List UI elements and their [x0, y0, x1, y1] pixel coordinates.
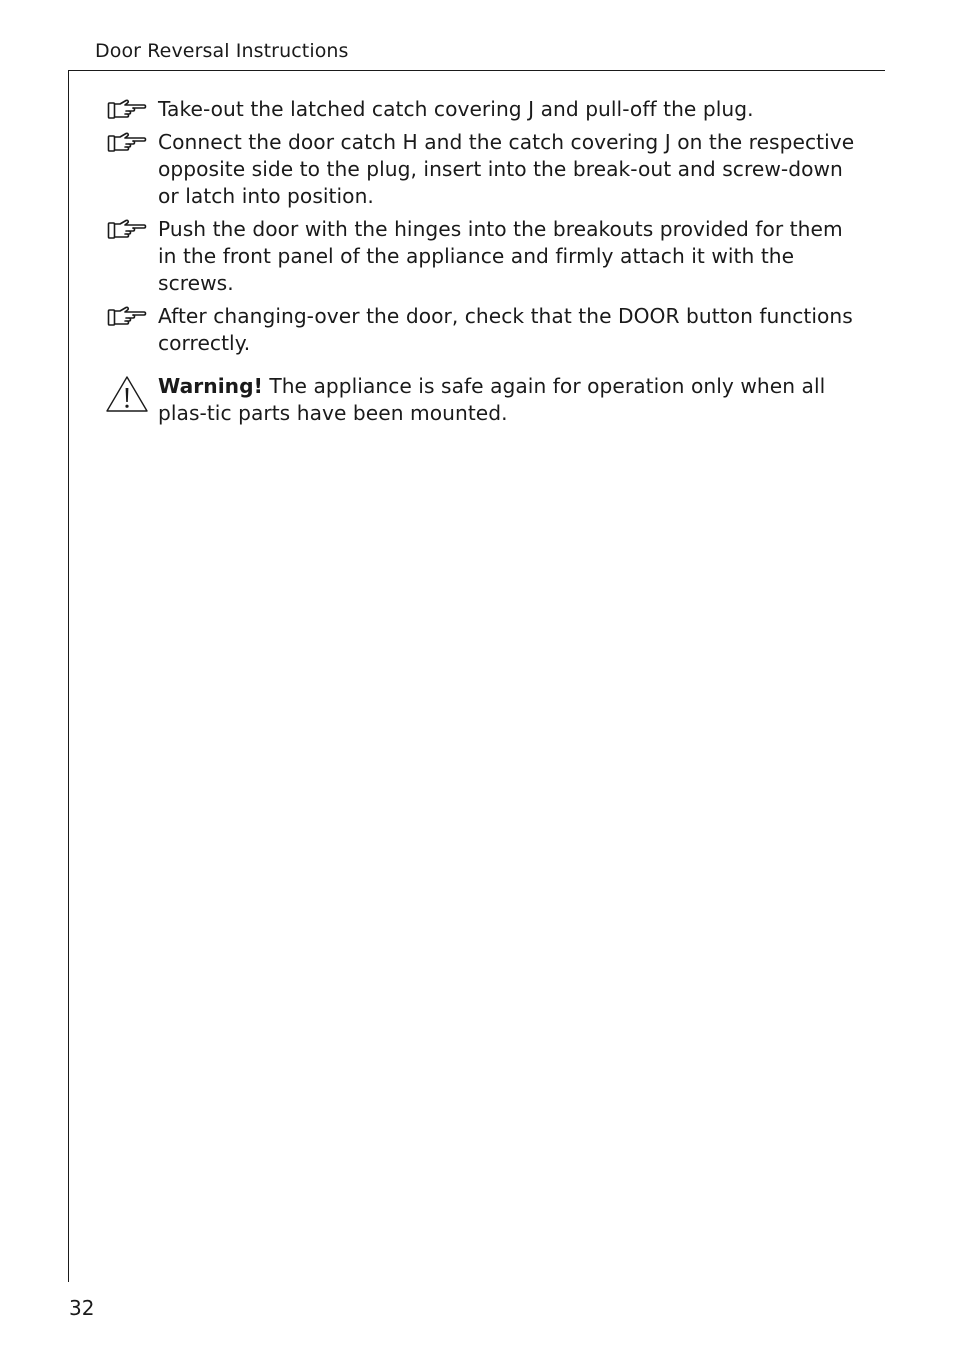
pointing-hand-icon: [107, 306, 147, 328]
step-text: Push the door with the hinges into the breakouts provided for them in the front panel of the appliance and firmly attach it with the screws.: [158, 217, 843, 295]
pointing-hand-icon: [107, 132, 147, 154]
instruction-step: [105, 129, 865, 210]
pointing-hand-icon: [107, 219, 147, 241]
instruction-step: [105, 96, 865, 123]
page-number: 32: [69, 1296, 95, 1320]
instructions-body: [105, 96, 865, 427]
warning-text: The appliance is safe again for operation only when all plas-tic parts have been mounted.: [158, 374, 826, 425]
pointing-hand-icon: [107, 99, 147, 121]
step-text: After changing-over the door, check that the DOOR button functions correctly.: [158, 304, 853, 355]
warning-note: [105, 373, 865, 427]
instruction-step: [105, 303, 865, 357]
warning-label: Warning!: [158, 374, 263, 398]
left-rule: [68, 70, 69, 1282]
warning-triangle-icon: [105, 374, 149, 414]
step-text: Take-out the latched catch covering J and pull-off the plug.: [158, 97, 754, 121]
instruction-step: [105, 216, 865, 297]
header-title: Door Reversal Instructions: [95, 40, 349, 62]
top-rule: [68, 70, 885, 71]
step-text: Connect the door catch H and the catch covering J on the respective opposite side to the plug, insert into the break-out and screw-down or latch into position.: [158, 130, 855, 208]
